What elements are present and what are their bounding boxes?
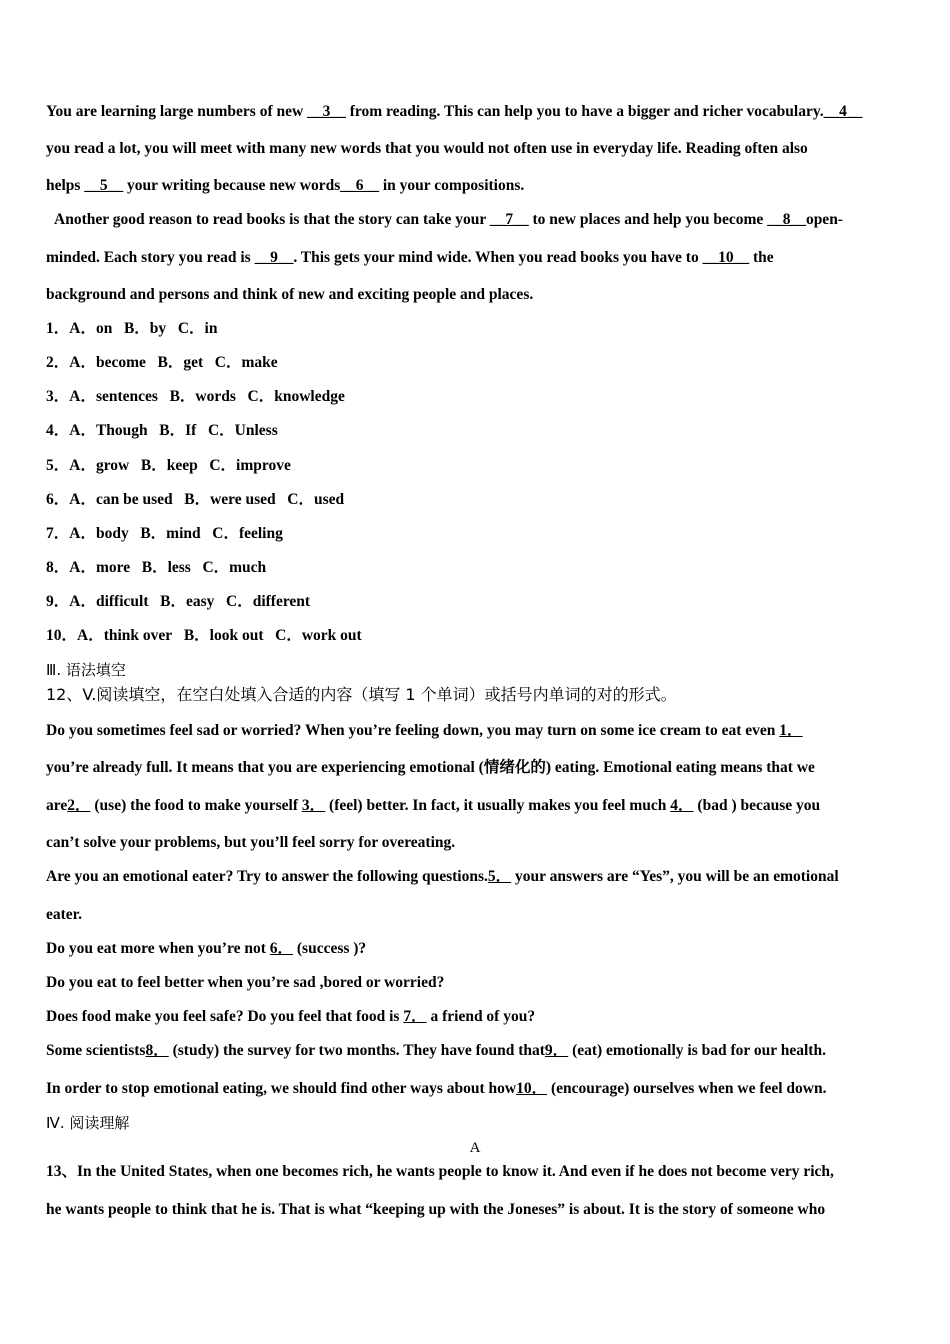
option-c[interactable]: C．used xyxy=(287,491,345,508)
passage1-line1: You are learning large numbers of new __3__ from reading. This can help you to have a bigger and richer vocabulary.__4__ xyxy=(46,103,863,120)
blank-6[interactable]: __6__ xyxy=(340,177,379,194)
blank-5[interactable]: __5__ xyxy=(84,177,124,194)
blank-2[interactable]: 2． xyxy=(67,797,91,814)
option-a[interactable]: A．difficult xyxy=(69,593,149,610)
blank-9[interactable]: __9__ xyxy=(254,249,294,266)
question-10: 10．A．think over B．look out C．work out xyxy=(46,627,362,644)
question-5: 5．A．grow B．keep C．improve xyxy=(46,457,291,474)
question-7: 7．A．body B．mind C．feeling xyxy=(46,525,283,542)
blank-3[interactable]: __3__ xyxy=(307,103,346,120)
passage2-line9: Does food make you feel safe? Do you feel that food is 7． a friend of you? xyxy=(46,1008,536,1025)
passage2-line10: Some scientists8． (study) the survey for two months. They have found that9． (eat) emotionally is bad for our health. xyxy=(46,1042,826,1059)
question-4: 4．A．Though B．If C．Unless xyxy=(46,422,278,439)
option-c[interactable]: C．make xyxy=(214,354,278,371)
question-13-line1: 13、In the United States, when one becomes rich, he wants people to know it. And even if he does not become very rich, xyxy=(46,1163,834,1180)
passage1-line3: helps __5__ your writing because new words__6__ in your compositions. xyxy=(46,177,525,194)
passage2-line1: Do you sometimes feel sad or worried? When you’re feeling down, you may turn on some ice cream to eat even 1． xyxy=(46,722,803,739)
blank-7[interactable]: 7． xyxy=(403,1008,427,1025)
blank-4[interactable]: __4__ xyxy=(823,103,863,120)
passage2-line4: can’t solve your problems, but you’ll feel sorry for overeating. xyxy=(46,834,456,851)
question-6: 6．A．can be used B．were used C．used xyxy=(46,491,345,508)
option-a[interactable]: A．sentences xyxy=(69,388,158,405)
passage-label: A xyxy=(469,1140,481,1156)
option-b[interactable]: B．look out xyxy=(183,627,264,644)
passage1-line5: minded. Each story you read is __9__. This gets your mind wide. When you read books you have to __10__ the xyxy=(46,249,774,266)
blank-6[interactable]: 6． xyxy=(269,940,293,957)
option-c[interactable]: C．in xyxy=(177,320,218,337)
question-2: 2．A．become B．get C．make xyxy=(46,354,278,371)
option-c[interactable]: C．work out xyxy=(275,627,362,644)
passage2-line5: Are you an emotional eater? Try to answer the following questions.5． your answers are “Yes”, you will be an emotional xyxy=(46,868,839,885)
passage1-line2: you read a lot, you will meet with many new words that you would not often use in everyday life. Reading often also xyxy=(46,140,808,157)
option-c[interactable]: C．much xyxy=(202,559,267,576)
blank-10[interactable]: __10__ xyxy=(702,249,750,266)
option-a[interactable]: A．more xyxy=(69,559,131,576)
blank-8[interactable]: __8__ xyxy=(767,211,806,228)
blank-9[interactable]: 9． xyxy=(544,1042,569,1059)
option-c[interactable]: C．improve xyxy=(209,457,291,474)
option-a[interactable]: A．become xyxy=(69,354,146,371)
option-b[interactable]: B．words xyxy=(169,388,236,405)
passage2-line7: Do you eat more when you’re not 6． (success )? xyxy=(46,940,367,957)
question-1: 1．A．on B．by C．in xyxy=(46,320,218,337)
option-b[interactable]: B．keep xyxy=(140,457,198,474)
question-13-line2: he wants people to think that he is. That is what “keeping up with the Joneses” is about. It is the story of someone who xyxy=(46,1201,826,1218)
option-c[interactable]: C．feeling xyxy=(212,525,283,542)
passage1-line6: background and persons and think of new and exciting people and places. xyxy=(46,286,534,303)
option-a[interactable]: A．grow xyxy=(69,457,130,474)
option-c[interactable]: C．Unless xyxy=(207,422,278,439)
option-a[interactable]: A．body xyxy=(69,525,129,542)
question-9: 9．A．difficult B．easy C．different xyxy=(46,593,311,610)
option-b[interactable]: B．less xyxy=(141,559,191,576)
blank-10[interactable]: 10． xyxy=(516,1080,548,1097)
option-b[interactable]: B．get xyxy=(157,354,204,371)
passage2-line6: eater. xyxy=(46,906,83,923)
question-3: 3．A．sentences B．words C．knowledge xyxy=(46,388,345,405)
blank-7[interactable]: __7__ xyxy=(489,211,529,228)
option-b[interactable]: B．mind xyxy=(140,525,201,542)
option-a[interactable]: A．think over xyxy=(77,627,173,644)
passage2-line8: Do you eat to feel better when you’re sad ,bored or worried? xyxy=(46,974,445,991)
option-b[interactable]: B．easy xyxy=(160,593,215,610)
section-3-heading: Ⅲ. 语法填空 xyxy=(46,661,126,679)
option-a[interactable]: A．Though xyxy=(69,422,148,439)
option-b[interactable]: B．If xyxy=(159,422,197,439)
option-a[interactable]: A．on xyxy=(69,320,113,337)
section-4-heading: Ⅳ. 阅读理解 xyxy=(46,1114,130,1132)
blank-1[interactable]: 1． xyxy=(779,722,803,739)
option-c[interactable]: C．different xyxy=(226,593,311,610)
blank-4[interactable]: 4． xyxy=(670,797,694,814)
question-8: 8．A．more B．less C．much xyxy=(46,559,267,576)
passage2-line11: In order to stop emotional eating, we should find other ways about how10． (encourage) ourselves when we feel down. xyxy=(46,1080,827,1097)
blank-3[interactable]: 3． xyxy=(301,797,326,814)
passage2-line3: are2． (use) the food to make yourself 3． (feel) better. In fact, it usually makes you feel much 4． (bad ) because you xyxy=(46,797,821,814)
blank-5[interactable]: 5． xyxy=(487,868,512,885)
passage1-line4: Another good reason to read books is that the story can take your __7__ to new places and help you become __8__open- xyxy=(54,211,843,228)
option-c[interactable]: C．knowledge xyxy=(247,388,345,405)
blank-8[interactable]: 8． xyxy=(145,1042,169,1059)
option-b[interactable]: B．were used xyxy=(184,491,276,508)
question-12-instructions: 12、V.阅读填空，在空白处填入合适的内容（填写 1 个单词）或括号内单词的对的形式。 xyxy=(46,685,677,704)
passage2-line2: you’re already full. It means that you are experiencing emotional (情绪化的) eating. Emotional eating means that we xyxy=(46,759,815,776)
option-a[interactable]: A．can be used xyxy=(69,491,173,508)
option-b[interactable]: B．by xyxy=(123,320,167,337)
